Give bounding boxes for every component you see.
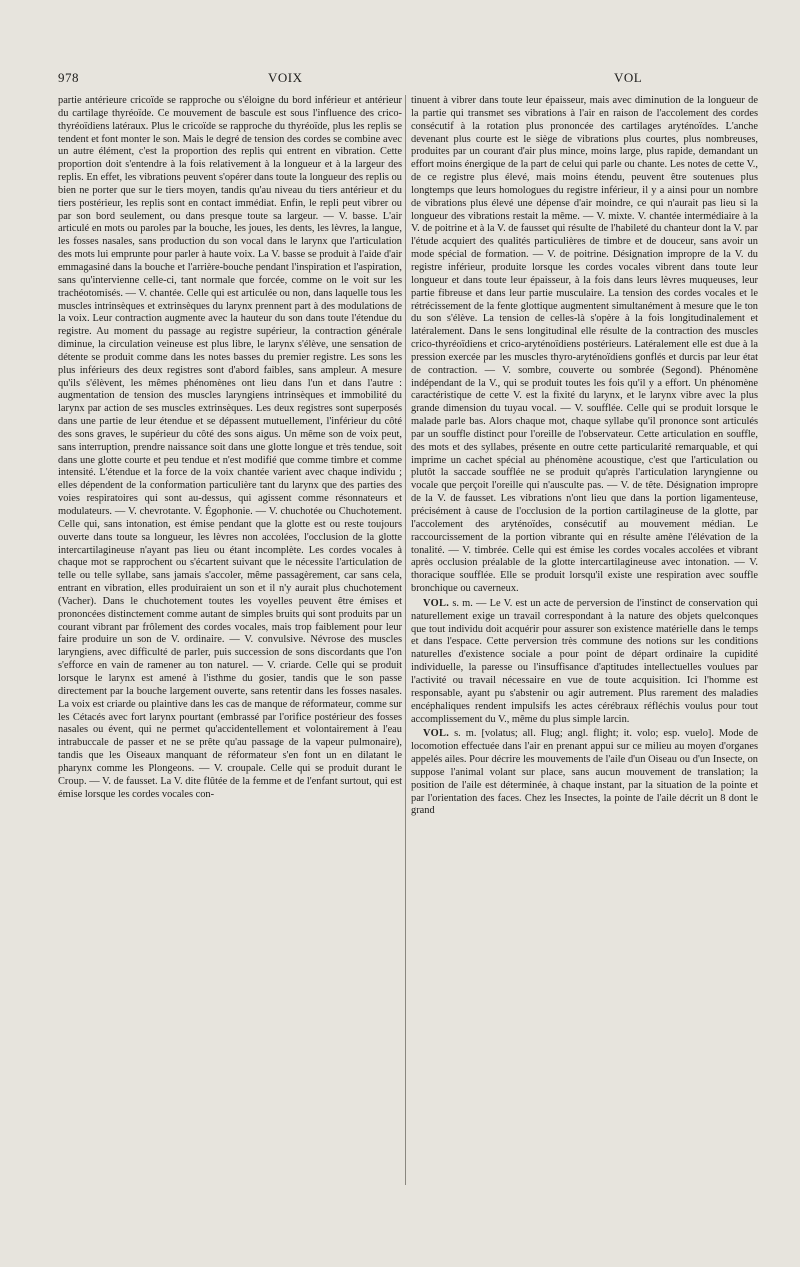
entry-vol-2 [411, 728, 758, 818]
entry-vol-1 [411, 598, 758, 726]
entry-headword: VOL. [423, 597, 450, 609]
entry-text: s. m. — Le V. est un acte de perversion de l'instinct de conservation qui naturellement exige un travail correspondant à la nature des objets quelconques que tout individu doit acquérir pour assurer son existence matérielle dans le temps et dans l'espace. Cette perversion très commune des notions sur les conditions naturelles d'existence sociale a pour point de départ ordinaire la cupidité individuelle, la paresse ou l'insuffisance d'aptitudes intellectuelles voulues par l'activité ou travail nécessaire en vue de toute acquisition. Ici l'homme est responsable, ayant pu s'abstenir ou agir autrement. Plus rarement des maladies encéphaliques rendent impulsifs les actes cérébraux réfléchis voulus pour tout accomplissement du V., même du plus simple larcin. [411, 597, 758, 725]
left-column-text: partie antérieure cricoïde se rapproche ou s'éloigne du bord inférieur et antérieur du cartilage thyréoïde. Ce mouvement de bascule est sous l'influence des crico-thyréoïdiens latéraux. Plus le cricoïde se rapproche du thyréoïde, plus les replis se tendent et font monter le son. Mais le degré de tension des cordes se combine avec un autre élément, c'est la proportion des replis qui entrent en vibration. Cette proportion doit s'entendre à la fois relativement à la longueur et à la largeur des replis. En effet, les vibrations peuvent s'opérer dans toute la longueur des replis ou bien ne porter que sur le tiers moyen, tandis qu'au niveau du tiers antérieur et du tiers postérieur, les replis sont en contact immédiat. Enfin, le repli peut vibrer ou par son bord seulement, ou dans presque toute sa largeur. — V. basse. L'air articulé en mots ou paroles par la bouche, les joues, les dents, les lèvres, la langue, les fosses nasales, sans production du son vocal dans le larynx que l'articulation des mots lui emprunte pour parler à haute voix. La V. basse se produit à l'aide d'air emmagasiné dans la bouche et l'arrière-bouche pendant l'inspiration et l'aspiration, sans qu'intervienne celle-ci, tant normale que forcée, comme on le voit sur les trachéotomisés. — V. chantée. Celle qui est articulée ou non, dans laquelle tous les muscles intrinsèques et extrinsèques du larynx prennent part à des modulations de la voix. Leur contraction augmente avec la hauteur du son dans toute l'étendue du registre. Au moment du passage au registre supérieur, la contraction générale diminue, la circulation veineuse est plus libre, le larynx s'élève, une sensation de détente se produit comme dans les notes basses du premier registre. Les sons les plus inférieurs des deux registres sont d'abord faibles, sans ampleur. A mesure qu'ils s'élèvent, les mêmes phénomènes ont lieu dans l'un et dans l'autre : augmentation de tension des muscles laryngiens intrinsèques et immobilité du larynx par action de ses muscles extrinsèques. Les deux registres sont superposés dans une partie de leur étendue et se dépassent mutuellement, l'inférieur du côté des sons graves, le supérieur du côté des sons aigus. Un même son de voix peut, sans interruption, prendre naissance soit dans une glotte longue et très tendue, soit dans une glotte courte et peu tendue et n'est modifié que comme timbre et comme intensité. L'étendue et la force de la voix chantée varient avec chaque individu ; elles dépendent de la conformation particulière tant du larynx que des parties des voies respiratoires qui sont au-dessus, qui agissent comme résonnateurs et modulateurs. — V. chevrotante. V. Égophonie. — V. chuchotée ou Chuchotement. Celle qui, sans intonation, est émise pendant que la glotte est ou reste toujours ouverte dans toute sa longueur, les lèvres non accolées, l'occlusion de la glotte intercartilagineuse n'ayant pas lieu ou étant incomplète. Les cordes vocales à chaque mot se rapprochent ou s'écartent suivant que le nécessite l'articulation de telle ou telle syllabe, sans jamais s'accoler, même passagèrement, car sans cela, entrant en vibration, elles produiraient un son et il n'y aurait plus chuchotement (Vacher). Dans le chuchotement toutes les voyelles peuvent être émises et prononcées distinctement comme autant de simples bruits qui sont produits par un courant vibrant par frôlement des cordes vocales, mais trop faiblement pour leur faire produire un son de V. ordinaire. — V. convulsive. Névrose des muscles laryngiens, avec difficulté de parler, puis succession de sons discordants que l'on s'efforce en vain de ramener au ton naturel. — V. criarde. Celle qui se produit lorsque le larynx est amené à l'isthme du gosier, tandis que le son passe directement par la bouche largement ouverte, sans retentir dans les fosses nasales. La voix est criarde ou plaintive dans les cas de manque de réformateur, comme sur les Cétacés avec fort larynx pourtant (embrassé par l'orifice postérieur des fosses nasales ou évent, qui ne permet qu'accidentellement et volontairement à l'eau intrabuccale de passer et ne se prête qu'au passage de la vapeur pulmonaire), tandis que les Oiseaux manquant de réformateur s'en font un en dilatant le pharynx comme les Plongeons. — V. croupale. Celle qui se produit durant le Croup. — V. de fausset. La V. dite flûtée de la femme et de l'enfant surtout, qui est émise lorsque les cordes vocales con- [58, 95, 402, 800]
right-column [411, 95, 758, 818]
right-column-text: tinuent à vibrer dans toute leur épaisseur, mais avec diminution de la longueur de la partie qui transmet ses vibrations à l'air en raison de l'accolement des cordes consécutif à la rotation plus prononcée des cartilages aryténoïdes. L'anche devenant plus courte est le siège de vibrations plus courtes, plus nombreuses, produites par un courant d'air plus mince, moins large, plus rapide, demandant un effort moins énergique de la part de celui qui parle ou chante. Les notes de cette V., de ce registre plus élevé, mais moins étendu, peuvent être soutenues plus longtemps que leurs homologues du registre inférieur, il y a ainsi pour un nombre de vibrations plus élevé une dépense d'air moindre, ce qui n'aurait pas lieu si la longueur des vibrations restait la même. — V. mixte. V. chantée intermédiaire à la V. de poitrine et à la V. de fausset qui résulte de l'habileté du chanteur dont la V. par l'étude acquiert des qualités particulières de timbre et de douceur, sans avoir un mode spécial de formation. — V. de poitrine. Désignation impropre de la V. du registre inférieur, produite lorsque les cordes vocales vibrent dans toute leur longueur et dans toute leur épaisseur, à la fois dans leurs lèvres muqueuses, leur partie fibreuse et dans leur partie musculaire. La tension des cordes vocales et le rétrécissement de la fente glottique augmentent simultanément à mesure que le ton du son s'élève. La tension de celles-là s'opère à la fois longitudinalement et latéralement. Dans le sens longitudinal elle résulte de la contraction des muscles crico-thyréoïdiens et crico-aryténoïdiens postérieurs. Latéralement elle est due à la pression exercée par les muscles thyro-aryténoïdiens gonflés et durcis par leur état de contraction. — V. sombre, couverte ou sombrée (Segond). Phénomène indépendant de la V., qui se produit toutes les fois qu'il y a effort. Un phénomène caractéristique de cette V. est la fixité du larynx, et le larynx vibre avec la plus grande dimension du tuyau vocal. — V. soufflée. Celle qui se produit lorsque le malade parle bas. Alors chaque mot, chaque syllabe qu'il prononce sont articulés par un souffle distinct pour l'oreille de l'observateur. Cette articulation en souffle, des mots et des syllabes, présente en outre cette particularité remarquable, et qui imprime un cachet spécial au phénomène acoustique, c'est que l'articulation ou plutôt la saccade soufflée ne se produit qu'après l'articulation laryngienne ou vocale que perçoit l'oreille qui n'ausculte pas. — V. de tête. Désignation impropre de la V. de fausset. Les vibrations n'ont lieu que dans la portion ligamenteuse, précisément à cause de l'occlusion de la portion cartilagineuse de la glotte, par l'accolement des aryténoïdes, consécutif au mouvement médian. Le raccourcissement de la portion vibrante qui en résulte amène l'élévation de la tonalité. — V. timbrée. Celle qui est émise les cordes vocales accolées et vibrant après occlusion préalable de la glotte intercartilagineuse avec intonation. — V. thoracique soufflée. Elle se produit lorsqu'il existe une respiration avec souffle bronchique ou caverneux. [411, 95, 758, 595]
page-number: 978 [58, 70, 79, 85]
running-head-right: VOL [614, 70, 643, 85]
entry-text: s. m. [volatus; all. Flug; angl. flight; it. volo; esp. vuelo]. Mode de locomotion effectuée dans l'air en prenant appui sur ce milieu au moyen d'organes appelés ailes. Pour décrire les mouvements de l'aile d'un Oiseau ou d'un Insecte, on suppose l'animal volant sur place, sans aucun mouvement de translation; la position de l'aile est déterminée, à chaque instant, par la situation de la pointe et par l'orientation des faces. Chez les Insectes, la pointe de l'aile décrit un 8 dont le grand [411, 728, 758, 817]
left-column [58, 95, 402, 801]
page-header [58, 70, 760, 90]
entry-headword: VOL. [423, 728, 450, 740]
column-divider [405, 95, 406, 1185]
running-head-left: VOIX [268, 70, 303, 85]
